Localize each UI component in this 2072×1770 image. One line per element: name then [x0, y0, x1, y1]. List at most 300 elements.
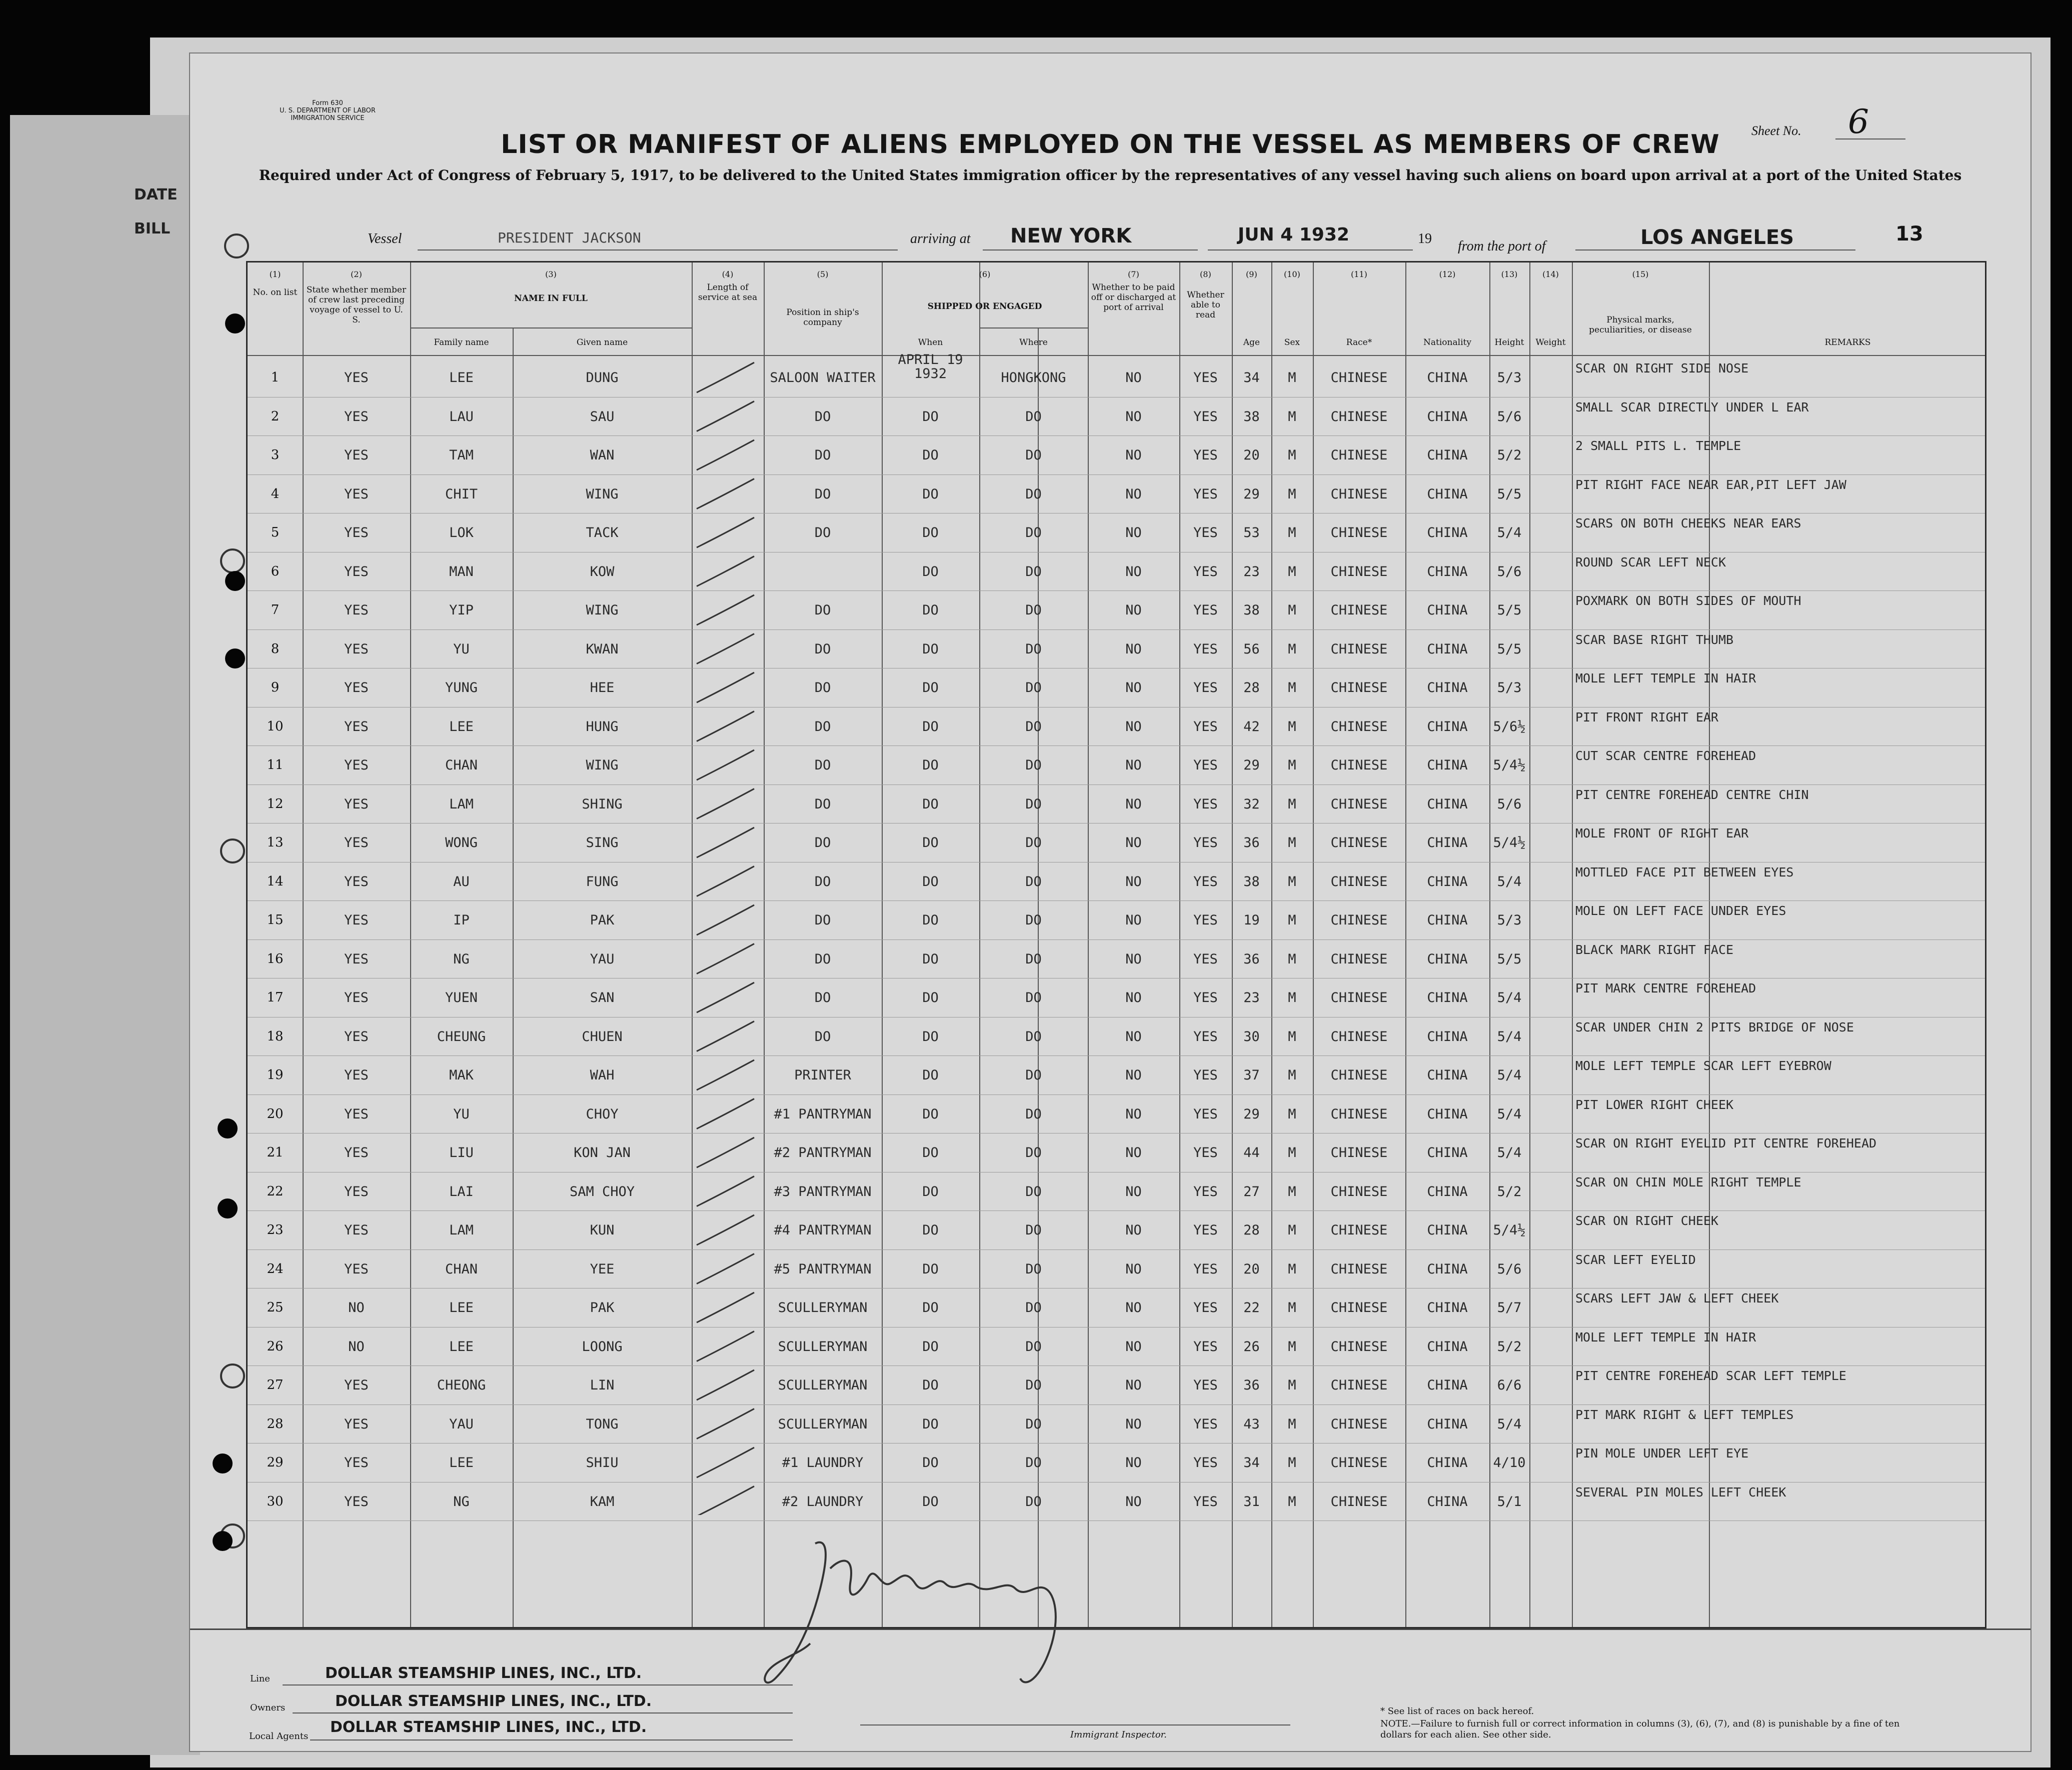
line-label: Line	[250, 1674, 270, 1684]
form-identifier: Form 630 U. S. DEPARTMENT OF LABOR IMMIGRATION SERVICE	[280, 100, 376, 122]
row-age: 29	[1243, 758, 1260, 773]
row-shipped-where: DO	[1025, 990, 1042, 1006]
row-position: PRINTER	[794, 1068, 851, 1083]
row-height: 5/5	[1497, 951, 1522, 967]
col-header-read: Whether able to read	[1187, 290, 1224, 320]
row-physical-marks: 2 SMALL PITS L. TEMPLE	[1575, 438, 1741, 453]
row-physical-marks: SCAR ON RIGHT SIDE NOSE	[1575, 361, 1749, 376]
row-previous-voyage: YES	[344, 912, 369, 928]
row-family-name: CHAN	[445, 1261, 478, 1277]
row-nationality: CHINA	[1427, 1184, 1468, 1200]
table-row	[248, 476, 1985, 515]
row-position: DO	[814, 990, 831, 1006]
service-tick-mark	[697, 1409, 754, 1439]
row-number: 20	[267, 1106, 284, 1122]
row-paid-off: NO	[1125, 680, 1142, 696]
row-age: 23	[1243, 990, 1260, 1006]
row-height: 5/4	[1497, 1028, 1522, 1044]
row-sex: M	[1288, 1068, 1296, 1083]
service-tick-mark	[697, 672, 754, 702]
col-header-paid-off: Whether to be paid off or discharged at port of arrival	[1091, 282, 1176, 312]
col-header-name: NAME IN FULL	[514, 294, 588, 304]
col-header-sex: Sex	[1284, 338, 1300, 348]
row-previous-voyage: YES	[344, 408, 369, 424]
row-able-to-read: YES	[1193, 448, 1218, 463]
row-shipped-when: DO	[922, 1068, 939, 1083]
row-sex: M	[1288, 1455, 1296, 1470]
row-age: 20	[1243, 1261, 1260, 1277]
row-able-to-read: YES	[1193, 370, 1218, 386]
table-row	[248, 554, 1985, 592]
row-age: 30	[1243, 1028, 1260, 1044]
row-able-to-read: YES	[1193, 641, 1218, 657]
row-paid-off: NO	[1125, 1338, 1142, 1354]
row-previous-voyage: YES	[344, 1184, 369, 1200]
row-physical-marks: MOLE LEFT TEMPLE IN HAIR	[1575, 671, 1756, 686]
row-previous-voyage: YES	[344, 564, 369, 580]
owners-value: DOLLAR STEAMSHIP LINES, INC., LTD.	[335, 1692, 652, 1710]
row-physical-marks: PIN MOLE UNDER LEFT EYE	[1575, 1446, 1749, 1460]
row-family-name: CHEUNG	[437, 1028, 486, 1044]
row-previous-voyage: YES	[344, 370, 369, 386]
row-position: #3 PANTRYMAN	[774, 1184, 872, 1200]
arriving-label: arriving at	[910, 231, 971, 246]
row-shipped-when: DO	[922, 448, 939, 463]
row-given-name: WAH	[590, 1068, 615, 1083]
table-row	[248, 1406, 1985, 1445]
row-height: 4/10	[1493, 1455, 1526, 1470]
row-shipped-when: DO	[922, 680, 939, 696]
row-position: DO	[814, 912, 831, 928]
row-number: 7	[271, 602, 280, 618]
row-number: 29	[267, 1455, 284, 1470]
row-shipped-when: DO	[922, 1106, 939, 1122]
row-family-name: AU	[453, 874, 470, 890]
row-shipped-where: DO	[1025, 1494, 1042, 1510]
service-tick-mark	[697, 789, 754, 819]
row-shipped-where: DO	[1025, 1068, 1042, 1083]
vessel-label: Vessel	[368, 231, 402, 246]
row-able-to-read: YES	[1193, 1416, 1218, 1432]
row-paid-off: NO	[1125, 1378, 1142, 1393]
row-shipped-where: DO	[1025, 641, 1042, 657]
row-shipped-where: DO	[1025, 912, 1042, 928]
row-previous-voyage: YES	[344, 796, 369, 812]
col-number-8: (8)	[1200, 270, 1211, 279]
row-race: CHINESE	[1330, 602, 1388, 618]
col-number-4: (4)	[722, 270, 734, 279]
col-number-9: (9)	[1246, 270, 1257, 279]
table-row	[248, 1484, 1985, 1522]
row-number: 4	[271, 486, 280, 502]
row-nationality: CHINA	[1427, 796, 1468, 812]
row-given-name: YEE	[590, 1261, 615, 1277]
row-sex: M	[1288, 602, 1296, 618]
row-number: 14	[267, 874, 284, 889]
row-able-to-read: YES	[1193, 990, 1218, 1006]
row-family-name: NG	[453, 951, 470, 967]
row-position: DO	[814, 874, 831, 890]
row-height: 5/6	[1497, 564, 1522, 580]
row-previous-voyage: YES	[344, 680, 369, 696]
binder-hole	[213, 1454, 233, 1474]
row-previous-voyage: YES	[344, 486, 369, 502]
row-given-name: YAU	[590, 951, 615, 967]
row-paid-off: NO	[1125, 990, 1142, 1006]
row-previous-voyage: YES	[344, 758, 369, 773]
row-shipped-where: DO	[1025, 874, 1042, 890]
row-shipped-when: DO	[922, 1184, 939, 1200]
row-shipped-where: DO	[1025, 1378, 1042, 1393]
row-race: CHINESE	[1330, 1416, 1388, 1432]
row-family-name: WONG	[445, 835, 478, 850]
crew-table	[246, 261, 1986, 1628]
row-height: 5/2	[1497, 1184, 1522, 1200]
row-nationality: CHINA	[1427, 448, 1468, 463]
service-tick-mark	[697, 712, 754, 742]
table-row	[248, 786, 1985, 825]
row-family-name: CHEONG	[437, 1378, 486, 1393]
row-previous-voyage: YES	[344, 1222, 369, 1238]
binder-hole	[225, 648, 245, 668]
row-previous-voyage: YES	[344, 990, 369, 1006]
row-height: 5/4	[1497, 1106, 1522, 1122]
row-shipped-when: DO	[922, 525, 939, 540]
row-sex: M	[1288, 641, 1296, 657]
table-row	[248, 1212, 1985, 1251]
row-able-to-read: YES	[1193, 1222, 1218, 1238]
row-given-name: KOW	[590, 564, 615, 580]
row-height: 5/4	[1497, 990, 1522, 1006]
row-able-to-read: YES	[1193, 912, 1218, 928]
row-nationality: CHINA	[1427, 1222, 1468, 1238]
col-header-prev-voyage: State whether member of crew last preceding voyage of vessel to U. S.	[306, 285, 407, 325]
row-physical-marks: SCAR ON CHIN MOLE RIGHT TEMPLE	[1575, 1174, 1801, 1190]
service-tick-mark	[697, 1448, 754, 1478]
binder-ring	[220, 548, 245, 574]
row-shipped-when: DO	[922, 1222, 939, 1238]
table-row	[248, 1445, 1985, 1484]
row-height: 5/4	[1497, 1145, 1522, 1160]
row-family-name: YIP	[449, 602, 474, 618]
row-height: 5/5	[1497, 602, 1522, 618]
row-previous-voyage: YES	[344, 951, 369, 967]
row-previous-voyage: YES	[344, 1455, 369, 1470]
row-number: 16	[267, 951, 284, 966]
row-shipped-where: DO	[1025, 602, 1042, 618]
row-position: DO	[814, 641, 831, 657]
row-sex: M	[1288, 874, 1296, 890]
row-physical-marks: PIT FRONT RIGHT EAR	[1575, 710, 1718, 724]
underlying-page	[10, 115, 200, 1755]
row-paid-off: NO	[1125, 1455, 1142, 1470]
row-previous-voyage: YES	[344, 874, 369, 890]
table-row	[248, 1019, 1985, 1058]
row-age: 34	[1243, 370, 1260, 386]
row-family-name: YU	[453, 1106, 470, 1122]
row-sex: M	[1288, 1261, 1296, 1277]
row-number: 1	[271, 370, 280, 385]
arriving-port: NEW YORK	[1010, 224, 1132, 248]
row-nationality: CHINA	[1427, 1028, 1468, 1044]
row-shipped-where: DO	[1025, 1028, 1042, 1044]
row-race: CHINESE	[1330, 448, 1388, 463]
row-shipped-when: DO	[922, 1145, 939, 1160]
row-physical-marks: PIT CENTRE FOREHEAD SCAR LEFT TEMPLE	[1575, 1368, 1846, 1383]
col-number-14: (14)	[1542, 270, 1559, 279]
row-paid-off: NO	[1125, 1068, 1142, 1083]
service-tick-mark	[697, 402, 754, 432]
service-tick-mark	[697, 750, 754, 780]
row-number: 5	[271, 525, 280, 540]
row-given-name: DUNG	[586, 370, 619, 386]
service-tick-mark	[697, 362, 754, 392]
binder-ring	[224, 234, 249, 258]
row-family-name: YUEN	[445, 990, 478, 1006]
col-header-when: When	[918, 338, 943, 348]
table-row	[248, 902, 1985, 941]
service-tick-mark	[697, 1254, 754, 1284]
table-row	[248, 709, 1985, 748]
service-tick-mark	[697, 634, 754, 664]
row-able-to-read: YES	[1193, 1145, 1218, 1160]
row-physical-marks: MOLE LEFT TEMPLE IN HAIR	[1575, 1330, 1756, 1344]
row-height: 5/6	[1497, 1261, 1522, 1277]
col-header-no: No. on list	[253, 288, 298, 298]
col-header-weight: Weight	[1535, 338, 1566, 348]
row-shipped-where: DO	[1025, 835, 1042, 850]
row-paid-off: NO	[1125, 718, 1142, 734]
service-tick-mark	[697, 1486, 754, 1516]
row-given-name: SHING	[582, 796, 623, 812]
row-physical-marks: PIT RIGHT FACE NEAR EAR,PIT LEFT JAW	[1575, 477, 1846, 492]
row-shipped-when: DO	[922, 1455, 939, 1470]
row-position: DO	[814, 1028, 831, 1044]
side-stamp-bill: BILL	[134, 220, 171, 238]
row-age: 37	[1243, 1068, 1260, 1083]
row-sex: M	[1288, 912, 1296, 928]
service-tick-mark	[697, 479, 754, 509]
row-shipped-when: DO	[922, 564, 939, 580]
binder-ring	[220, 838, 245, 864]
row-able-to-read: YES	[1193, 718, 1218, 734]
row-nationality: CHINA	[1427, 1494, 1468, 1510]
service-tick-mark	[697, 866, 754, 896]
row-shipped-when: DO	[922, 1338, 939, 1354]
row-shipped-when: DO	[922, 1300, 939, 1316]
row-age: 29	[1243, 1106, 1260, 1122]
row-age: 23	[1243, 564, 1260, 580]
col-header-shipped: SHIPPED OR ENGAGED	[927, 302, 1042, 312]
row-shipped-when: APRIL 19 1932	[898, 352, 963, 382]
row-paid-off: NO	[1125, 1261, 1142, 1277]
row-family-name: YAU	[449, 1416, 474, 1432]
row-given-name: KAM	[590, 1494, 615, 1510]
row-able-to-read: YES	[1193, 564, 1218, 580]
row-number: 2	[271, 408, 280, 424]
row-previous-voyage: YES	[344, 641, 369, 657]
row-paid-off: NO	[1125, 1300, 1142, 1316]
row-family-name: LEE	[449, 1338, 474, 1354]
binder-hole	[218, 1198, 238, 1218]
row-shipped-where: DO	[1025, 951, 1042, 967]
row-nationality: CHINA	[1427, 564, 1468, 580]
row-paid-off: NO	[1125, 1106, 1142, 1122]
col-number-13: (13)	[1501, 270, 1518, 279]
agents-value: DOLLAR STEAMSHIP LINES, INC., LTD.	[330, 1718, 647, 1736]
row-paid-off: NO	[1125, 758, 1142, 773]
row-nationality: CHINA	[1427, 1068, 1468, 1083]
table-row	[248, 864, 1985, 902]
row-number: 26	[267, 1338, 284, 1354]
row-physical-marks: SMALL SCAR DIRECTLY UNDER L EAR	[1575, 400, 1809, 414]
date-stamp: JUN 4 1932	[1238, 224, 1350, 245]
row-physical-marks: SCARS LEFT JAW & LEFT CHEEK	[1575, 1291, 1779, 1306]
row-height: 5/4½	[1493, 758, 1526, 773]
col-number-1: (1)	[269, 270, 281, 279]
col-header-age: Age	[1243, 338, 1260, 348]
service-tick-mark	[697, 1099, 754, 1129]
row-shipped-where: DO	[1025, 1416, 1042, 1432]
row-position: SCULLERYMAN	[778, 1416, 868, 1432]
row-paid-off: NO	[1125, 602, 1142, 618]
row-number: 27	[267, 1378, 284, 1392]
row-nationality: CHINA	[1427, 486, 1468, 502]
row-paid-off: NO	[1125, 951, 1142, 967]
row-given-name: SAN	[590, 990, 615, 1006]
row-given-name: WING	[586, 486, 619, 502]
row-previous-voyage: YES	[344, 718, 369, 734]
row-age: 36	[1243, 1378, 1260, 1393]
row-physical-marks: SCAR UNDER CHIN 2 PITS BRIDGE OF NOSE	[1575, 1020, 1854, 1034]
row-age: 31	[1243, 1494, 1260, 1510]
row-shipped-where: HONGKONG	[1001, 370, 1066, 386]
row-family-name: MAK	[449, 1068, 474, 1083]
races-note: * See list of races on back hereof.	[1380, 1706, 1534, 1716]
row-nationality: CHINA	[1427, 1261, 1468, 1277]
row-able-to-read: YES	[1193, 1338, 1218, 1354]
row-position: SCULLERYMAN	[778, 1338, 868, 1354]
col-header-family-name: Family name	[434, 338, 489, 348]
row-given-name: CHOY	[586, 1106, 619, 1122]
row-given-name: KUN	[590, 1222, 615, 1238]
col-number-3: (3)	[545, 270, 557, 279]
row-able-to-read: YES	[1193, 1455, 1218, 1470]
row-shipped-where: DO	[1025, 796, 1042, 812]
row-able-to-read: YES	[1193, 1068, 1218, 1083]
row-number: 30	[267, 1494, 284, 1509]
table-row	[248, 1290, 1985, 1328]
row-sex: M	[1288, 758, 1296, 773]
row-age: 56	[1243, 641, 1260, 657]
row-physical-marks: BLACK MARK RIGHT FACE	[1575, 942, 1734, 957]
row-shipped-where: DO	[1025, 1184, 1042, 1200]
row-given-name: WING	[586, 602, 619, 618]
row-nationality: CHINA	[1427, 1378, 1468, 1393]
service-tick-mark	[697, 595, 754, 625]
row-shipped-where: DO	[1025, 1106, 1042, 1122]
row-age: 36	[1243, 835, 1260, 850]
row-able-to-read: YES	[1193, 602, 1218, 618]
row-age: 22	[1243, 1300, 1260, 1316]
row-race: CHINESE	[1330, 1145, 1388, 1160]
row-nationality: CHINA	[1427, 951, 1468, 967]
row-age: 20	[1243, 448, 1260, 463]
row-paid-off: NO	[1125, 874, 1142, 890]
row-shipped-where: DO	[1025, 525, 1042, 540]
row-able-to-read: YES	[1193, 1494, 1218, 1510]
row-paid-off: NO	[1125, 1145, 1142, 1160]
row-height: 5/2	[1497, 448, 1522, 463]
row-family-name: YUNG	[445, 680, 478, 696]
row-height: 5/6	[1497, 408, 1522, 424]
row-nationality: CHINA	[1427, 602, 1468, 618]
requirement-text: Required under Act of Congress of February 5, 1917, to be delivered to the United States immigration officer by the representatives of any vessel having such aliens on board upon arrival at a port of the United States	[259, 167, 1962, 184]
row-previous-voyage: YES	[344, 1106, 369, 1122]
col-header-remarks: REMARKS	[1824, 338, 1871, 348]
row-shipped-where: DO	[1025, 758, 1042, 773]
row-shipped-when: DO	[922, 1261, 939, 1277]
row-paid-off: NO	[1125, 486, 1142, 502]
manifest-sheet	[189, 52, 2031, 1752]
line-value: DOLLAR STEAMSHIP LINES, INC., LTD.	[325, 1664, 642, 1682]
row-nationality: CHINA	[1427, 1300, 1468, 1316]
row-position: #1 LAUNDRY	[782, 1455, 864, 1470]
table-row	[248, 438, 1985, 476]
service-tick-mark	[697, 440, 754, 470]
row-sex: M	[1288, 1494, 1296, 1510]
row-physical-marks: PIT LOWER RIGHT CHEEK	[1575, 1097, 1734, 1112]
row-given-name: TONG	[586, 1416, 619, 1432]
row-shipped-where: DO	[1025, 718, 1042, 734]
row-shipped-when: DO	[922, 912, 939, 928]
col-header-length-service: Length of service at sea	[698, 282, 758, 302]
row-able-to-read: YES	[1193, 874, 1218, 890]
row-race: CHINESE	[1330, 1222, 1388, 1238]
row-sex: M	[1288, 835, 1296, 850]
row-family-name: LEE	[449, 370, 474, 386]
row-number: 28	[267, 1416, 284, 1432]
row-sex: M	[1288, 486, 1296, 502]
row-physical-marks: MOLE ON LEFT FACE UNDER EYES	[1575, 904, 1786, 918]
row-physical-marks: CUT SCAR CENTRE FOREHEAD	[1575, 748, 1756, 763]
col-header-where: Where	[1019, 338, 1048, 348]
row-position: DO	[814, 408, 831, 424]
row-paid-off: NO	[1125, 525, 1142, 540]
row-number: 22	[267, 1184, 284, 1199]
row-family-name: LAI	[449, 1184, 474, 1200]
row-position: DO	[814, 718, 831, 734]
col-header-nationality: Nationality	[1423, 338, 1471, 348]
col-number-11: (11)	[1351, 270, 1367, 279]
row-physical-marks: PIT MARK CENTRE FOREHEAD	[1575, 981, 1756, 996]
row-previous-voyage: YES	[344, 448, 369, 463]
row-given-name: SAU	[590, 408, 615, 424]
row-given-name: SING	[586, 835, 619, 850]
row-number: 18	[267, 1028, 284, 1044]
binder-hole	[225, 314, 245, 334]
service-tick-mark	[697, 828, 754, 858]
row-age: 29	[1243, 486, 1260, 502]
inspector-label: Immigrant Inspector.	[1070, 1730, 1167, 1740]
row-position: SCULLERYMAN	[778, 1300, 868, 1316]
from-port: LOS ANGELES	[1640, 226, 1794, 249]
row-nationality: CHINA	[1427, 1145, 1468, 1160]
row-family-name: LAM	[449, 1222, 474, 1238]
binder-hole	[218, 1118, 238, 1138]
row-able-to-read: YES	[1193, 1028, 1218, 1044]
row-position: DO	[814, 680, 831, 696]
